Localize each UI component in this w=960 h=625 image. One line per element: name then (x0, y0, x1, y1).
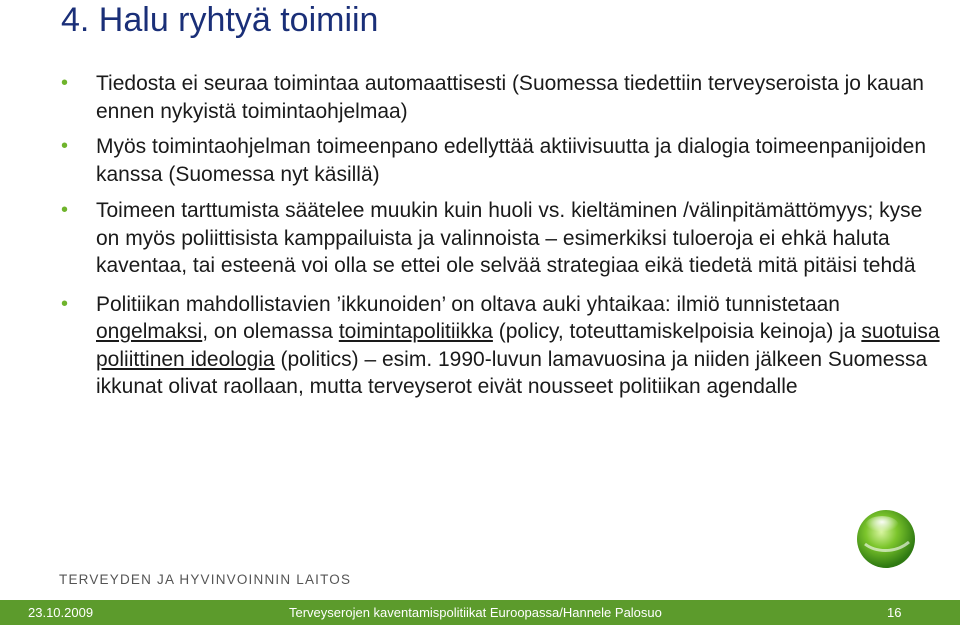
bullet-item (61, 133, 941, 188)
bullet-dot-icon: • (61, 135, 69, 157)
bullet-dot-icon: • (61, 199, 69, 221)
bullet-list (61, 70, 941, 401)
slide-title: 4. Halu ryhtyä toimiin (61, 1, 379, 39)
bullet-text: Toimeen tarttumista säätelee muukin kuin huoli vs. kieltäminen /välinpitämättömyys; kyse on myös poliittisista kamppailuista ja valinnoista – esimerkiksi tuloeroja ei ehkä haluta kaventaa, tai esteenä voi olla se ettei ole selvää strategiaa eikä tiedetä mitä pitäisi tehdä (96, 199, 923, 277)
bullet-text: (politics) – esim. 1990-luvun lamavuosina ja niiden jälkeen Suomessa ikkunat olivat raollaan, mutta terveyserot eivät nousseet politiikan agendalle (96, 347, 928, 398)
footer-page-number: 16 (887, 605, 902, 620)
bullet-item (61, 70, 941, 125)
bullet-text: , on olemassa (202, 320, 339, 343)
bullet-dot-icon: • (61, 292, 69, 315)
underlined-term-ideology: suotuisa poliittinen ideologia (96, 320, 940, 371)
bullet-text: Myös toimintaohjelman toimeenpano edellyttää aktiivisuutta ja dialogia toimeenpanijoiden kanssa (Suomessa nyt käsillä) (96, 135, 927, 186)
bullet-item (61, 197, 941, 280)
organization-name: TERVEYDEN JA HYVINVOINNIN LAITOS (59, 572, 352, 587)
bullet-text: (policy, toteuttamiskelpoisia keinoja) ja (492, 320, 862, 343)
green-orb-logo-icon (855, 508, 917, 570)
underlined-term-problem: ongelmaksi (96, 320, 203, 343)
bullet-text: Politiikan mahdollistavien ’ikkunoiden’ on oltava auki yhtaikaa: ilmiö tunnistetaan (96, 292, 840, 316)
bullet-text: Tiedosta ei seuraa toimintaa automaattisesti (Suomessa tiedettiin terveyseroista jo kauan ennen nykyistä toimintaohjelmaa) (96, 72, 924, 123)
bullet-item (61, 291, 941, 401)
underlined-term-policy: toimintapolitiikka (338, 320, 493, 343)
footer-bar (0, 600, 960, 625)
footer-title: Terveyserojen kaventamispolitiikat Euroopassa/Hannele Palosuo (289, 605, 662, 620)
bullet-dot-icon: • (61, 72, 69, 94)
footer-date: 23.10.2009 (28, 605, 94, 620)
